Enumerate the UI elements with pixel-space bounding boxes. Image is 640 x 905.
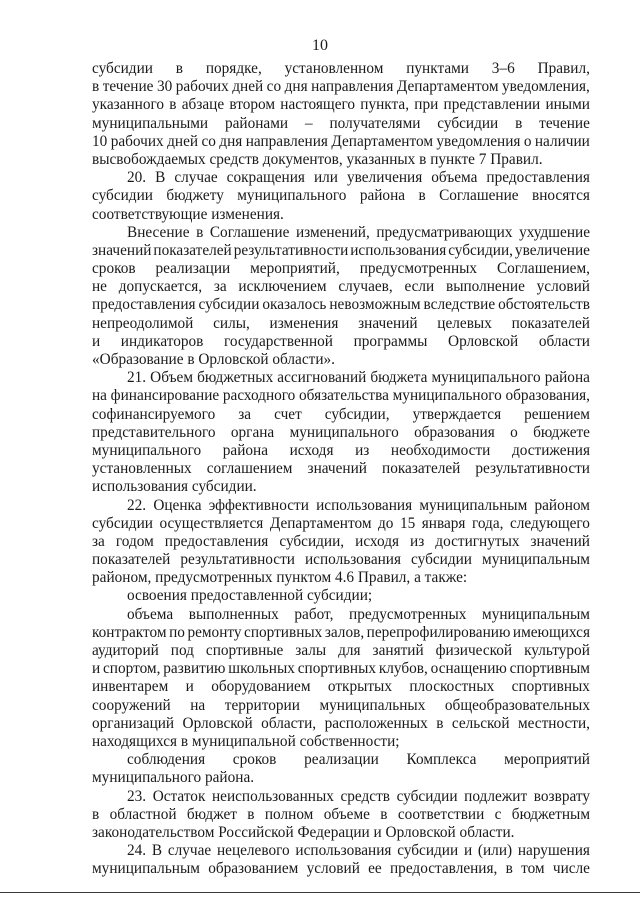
word: территории <box>224 696 300 714</box>
text-line <box>92 387 590 405</box>
word: рабочих <box>175 78 229 96</box>
word: утверждается <box>412 405 502 423</box>
word: спортивных <box>511 678 590 696</box>
word: и <box>463 842 473 860</box>
word: обязательства <box>299 387 389 405</box>
word: течение <box>102 78 154 96</box>
text-line <box>92 442 590 460</box>
word: осуществляется <box>159 514 264 532</box>
word: Департаментом <box>396 78 499 96</box>
word: контрактом <box>92 623 167 641</box>
word: Соглашение <box>439 187 519 205</box>
word: достижения <box>511 441 590 459</box>
word: значений <box>307 460 367 478</box>
word: ремонту <box>187 623 242 641</box>
word: Департаментом <box>269 514 372 532</box>
text-line <box>92 806 590 824</box>
text-line <box>92 315 590 333</box>
word: Соглашением, <box>496 260 590 278</box>
text-line <box>92 333 590 351</box>
word: предусмотренных <box>359 260 478 278</box>
word: оснащению <box>430 660 507 678</box>
word: субсидии <box>411 551 472 569</box>
word: сроков <box>232 751 277 769</box>
word: исходя <box>289 441 334 459</box>
word: 30 <box>156 78 173 96</box>
text-line <box>92 60 590 78</box>
word: Внесение <box>127 223 190 241</box>
word: Остаток <box>152 787 206 805</box>
word: направления <box>245 132 328 150</box>
word: в <box>515 114 523 132</box>
text-line <box>92 96 590 114</box>
word: спортом, <box>103 660 161 678</box>
word: муниципального <box>92 441 202 459</box>
word: развитию <box>163 660 226 678</box>
word: получателями <box>329 114 421 132</box>
word: организаций <box>92 714 175 732</box>
word: оказалось <box>262 296 327 314</box>
word: под <box>170 642 194 659</box>
word: субсидии <box>92 514 153 532</box>
word: занятий <box>372 642 424 659</box>
word: в <box>505 860 513 878</box>
text-line: соответствующие изменения. <box>92 205 284 223</box>
word: условий <box>306 860 360 878</box>
word: оборудованием <box>211 678 311 696</box>
word: из <box>355 441 370 459</box>
word: района <box>222 441 269 459</box>
word: для <box>338 642 361 659</box>
word: муниципального <box>392 387 502 405</box>
word: результативности <box>475 460 590 478</box>
word: расположенных <box>324 714 428 732</box>
word: использования <box>316 496 413 514</box>
word: индикаторов <box>120 332 204 350</box>
text-line <box>92 78 590 96</box>
word: предусмотренных <box>349 605 467 623</box>
word: субсидии <box>396 787 458 805</box>
word: дней <box>232 78 264 96</box>
text-line <box>92 187 590 205</box>
word: муниципальным <box>482 605 590 623</box>
text-line <box>92 606 590 624</box>
word: вследствие <box>423 296 496 314</box>
word: со <box>266 78 282 96</box>
text-line <box>92 242 590 260</box>
word: залы <box>295 642 327 659</box>
word: ее <box>368 860 382 878</box>
text-line <box>92 133 590 151</box>
word: государственной <box>223 332 333 350</box>
word: пункта, <box>360 96 410 114</box>
word: субсидии <box>92 187 153 205</box>
word: открытых <box>327 678 392 696</box>
text-line <box>92 278 590 296</box>
word: – <box>304 114 313 132</box>
word: В <box>155 169 166 187</box>
word: настоящего <box>280 96 356 114</box>
word: субсидии, <box>324 405 390 423</box>
word: в <box>380 805 388 823</box>
text-line <box>92 169 590 187</box>
document-body <box>92 60 590 878</box>
word: органа <box>230 423 275 441</box>
word: течение <box>539 114 590 132</box>
word: представлении <box>443 96 541 114</box>
word: на <box>92 387 107 405</box>
word: уведомления <box>436 132 521 150</box>
word: финансирование <box>110 387 220 405</box>
word: спортивные <box>205 642 284 659</box>
word: области, <box>261 714 317 732</box>
word: 21. <box>127 369 147 387</box>
text-line <box>92 751 590 769</box>
word: реализации <box>304 751 379 769</box>
word: увеличение <box>514 241 590 259</box>
word: неиспользованных <box>211 787 334 805</box>
text-line <box>92 697 590 715</box>
word: нецелевого <box>216 842 290 860</box>
word: 24. <box>127 842 147 860</box>
word: и <box>185 678 194 696</box>
word: с <box>494 805 502 823</box>
word: в <box>436 714 444 732</box>
word: исключением <box>238 278 327 296</box>
text-line <box>92 460 590 478</box>
word: субсидии <box>437 114 499 132</box>
word: нарушения <box>517 842 590 860</box>
word: января <box>421 514 466 532</box>
word: Соглашение <box>209 223 290 241</box>
word: 10 <box>92 132 108 150</box>
word: не <box>92 278 107 296</box>
word: мероприятий <box>504 751 590 769</box>
word: субсидии, <box>448 241 513 259</box>
word: бюджетных <box>197 369 274 387</box>
text-line: находящихся в муниципальной собственности; <box>92 732 400 750</box>
word: изменения <box>269 314 339 332</box>
word: значений <box>358 314 418 332</box>
word: показателей <box>382 460 461 478</box>
word: аудиторий <box>92 642 159 659</box>
word: средств <box>340 787 390 805</box>
word: рабочих <box>110 132 164 150</box>
word: областной <box>109 805 177 823</box>
text-line <box>92 660 590 678</box>
word: показателей <box>92 551 171 569</box>
text-line <box>92 424 590 442</box>
word: муниципальных <box>319 696 426 714</box>
text-line: районом, предусмотренных пунктом 4.6 Правил, а также: <box>92 569 468 587</box>
word: абзаце <box>181 96 225 114</box>
word: сроков <box>92 260 136 278</box>
word: инвентарем <box>92 678 169 696</box>
word: спортивных <box>297 660 377 678</box>
word: сооружений <box>92 696 171 714</box>
text-line <box>92 497 590 515</box>
word: числе <box>552 860 590 878</box>
word: порядке, <box>205 60 262 77</box>
word: значений <box>530 532 590 550</box>
text-line <box>92 515 590 533</box>
text-line: высвобождаемых средств документов, указанных в пункте 7 Правил. <box>92 150 543 168</box>
word: случае <box>167 842 212 860</box>
word: бюджета <box>370 369 428 387</box>
text-line <box>92 369 590 387</box>
word: невозможным <box>329 296 421 314</box>
word: софинансируемого <box>92 405 216 423</box>
word: в <box>196 223 204 241</box>
page-number: 10 <box>312 37 328 54</box>
word: при <box>414 96 439 114</box>
word: Правил, <box>537 60 590 77</box>
text-line <box>92 642 590 660</box>
word: расходного <box>222 387 296 405</box>
word: о <box>523 132 532 150</box>
word: в <box>169 96 177 114</box>
word: увеличения <box>346 169 423 187</box>
word: из <box>410 532 425 550</box>
word: или <box>313 169 338 187</box>
word: клубов, <box>378 660 428 678</box>
word: районом <box>534 496 590 514</box>
word: результативности <box>233 241 349 259</box>
word: физической <box>435 642 513 659</box>
text-line <box>92 224 590 242</box>
word: 23. <box>127 787 147 805</box>
word: результативности <box>180 551 295 569</box>
word: о <box>510 423 518 441</box>
word: предусматривающих <box>376 223 513 241</box>
word: предоставления, <box>389 860 498 878</box>
word: Объем <box>150 369 194 387</box>
word: культурой <box>524 642 590 659</box>
word: втором <box>229 96 276 114</box>
text-line <box>92 406 590 424</box>
word: залов, <box>324 623 365 641</box>
word: решением <box>524 405 590 423</box>
word: сокращения <box>226 169 305 187</box>
word: года, <box>471 514 504 532</box>
word: годом <box>115 532 154 550</box>
word: сельской <box>451 714 510 732</box>
word: счет <box>274 405 302 423</box>
word: полном <box>264 805 314 823</box>
word: наличии <box>534 132 590 150</box>
text-line <box>92 715 590 733</box>
text-line: освоения предоставленной субсидии; <box>127 587 373 605</box>
word: за <box>213 278 227 296</box>
word: муниципального <box>237 187 347 205</box>
word: 3–6 <box>491 60 515 77</box>
word: муниципального <box>431 369 541 387</box>
word: ассигнований <box>277 369 367 387</box>
word: мероприятий, <box>250 260 340 278</box>
word: выполнение <box>445 278 525 296</box>
text-line: законодательством Российской Федерации и Орловской области. <box>92 823 515 841</box>
word: школьных <box>228 660 295 678</box>
word: программы <box>353 332 428 350</box>
word: необходимости <box>390 441 491 459</box>
word: бюджете <box>533 423 590 441</box>
word: за <box>92 532 105 550</box>
text-line: «Образование в Орловской области». <box>92 351 335 368</box>
word: в <box>92 78 100 96</box>
word: плоскостных <box>409 678 495 696</box>
text-line <box>92 788 590 806</box>
word: районами <box>224 114 289 132</box>
word: в <box>247 805 255 823</box>
word: выполненных <box>188 605 279 623</box>
word: образования, <box>505 387 590 405</box>
word: местности, <box>517 714 590 732</box>
word: направления <box>311 78 394 96</box>
word: значений <box>92 241 152 259</box>
word: исходя <box>355 532 400 550</box>
word: общеобразовательных <box>444 696 590 714</box>
word: до <box>378 514 394 532</box>
word: образования <box>414 423 495 441</box>
page-bottom-rule <box>0 892 640 893</box>
word: объема <box>127 605 174 623</box>
word: объема <box>431 169 478 187</box>
word: по <box>169 623 185 641</box>
word: области <box>538 332 590 350</box>
word: достигнутых <box>435 532 520 550</box>
word: силы, <box>213 314 250 332</box>
word: муниципальными <box>92 114 209 132</box>
text-line: использования субсидии. <box>92 478 257 496</box>
word: бюджету <box>166 187 224 205</box>
text-line <box>92 115 590 133</box>
word: в <box>92 805 100 823</box>
word: если <box>404 278 435 296</box>
word: и <box>92 332 101 350</box>
word: установленном <box>284 60 384 77</box>
word: обстоятельств <box>498 296 590 314</box>
word: на <box>190 696 206 714</box>
word: дня <box>284 78 308 96</box>
word: показателей <box>153 241 232 259</box>
word: использования <box>350 241 447 259</box>
word: подлежит <box>464 787 528 805</box>
word: 22. <box>127 496 147 514</box>
text-line <box>92 296 590 314</box>
word: в <box>175 60 183 77</box>
word: муниципальным <box>482 551 590 569</box>
text-line <box>92 624 590 642</box>
word: района <box>544 369 590 387</box>
word: муниципальным <box>419 496 528 514</box>
word: условий <box>536 278 590 296</box>
text-line <box>92 551 590 569</box>
word: объеме <box>323 805 370 823</box>
word: представительного <box>92 423 216 441</box>
text-line <box>92 678 590 696</box>
word: Орловской <box>182 714 253 732</box>
word: спортивным <box>509 660 590 678</box>
word: использования <box>295 842 392 860</box>
word: показателей <box>511 314 590 332</box>
word: Оценка <box>153 496 202 514</box>
text-line <box>92 842 590 860</box>
word: имеющихся <box>512 623 590 641</box>
word: 20. <box>127 169 147 187</box>
text-line <box>92 260 590 278</box>
word: бюджетным <box>511 805 590 823</box>
word: соблюдения <box>127 751 206 769</box>
word: В <box>151 842 163 860</box>
word: 15 <box>399 514 416 532</box>
word: изменений, <box>295 223 370 241</box>
word: соглашением <box>206 460 293 478</box>
word: предоставления <box>164 532 269 550</box>
word: спортивных <box>244 623 323 641</box>
word: района <box>359 187 406 205</box>
word: Комплекса <box>406 751 477 769</box>
word: дней <box>167 132 199 150</box>
word: соответствии <box>397 805 485 823</box>
word: установленных <box>92 460 192 478</box>
word: субсидии <box>92 60 153 77</box>
word: за <box>238 405 252 423</box>
word: случае <box>174 169 218 187</box>
word: в <box>418 187 426 205</box>
word: ухудшение <box>519 223 590 241</box>
word: следующего <box>509 514 590 532</box>
word: случаев, <box>338 278 393 296</box>
word: допускается, <box>118 278 203 296</box>
word: эффективности <box>208 496 309 514</box>
word: муниципальным <box>92 860 200 878</box>
word: вносятся <box>531 187 590 205</box>
word: том <box>521 860 545 878</box>
word: перепрофилированию <box>366 623 511 641</box>
word: муниципального <box>289 423 399 441</box>
word: возврату <box>533 787 590 805</box>
word: образованием <box>208 860 299 878</box>
word: субсидии <box>198 296 260 314</box>
text-line <box>92 533 590 551</box>
word: и <box>92 660 101 678</box>
word: субсидии <box>397 842 459 860</box>
word: (или) <box>477 842 513 860</box>
word: работ, <box>294 605 334 623</box>
word: иными <box>545 96 590 114</box>
word: целевых <box>437 314 492 332</box>
word: субсидии, <box>279 532 345 550</box>
word: предоставления <box>486 169 590 187</box>
word: указанного <box>92 96 165 114</box>
word: непреодолимой <box>92 314 194 332</box>
word: Орловской <box>448 332 519 350</box>
word: пунктами <box>406 60 469 77</box>
word: бюджет <box>186 805 237 823</box>
text-line: муниципального района. <box>92 769 255 787</box>
text-line <box>92 860 590 878</box>
word: Департаментом <box>331 132 434 150</box>
word: со <box>201 132 216 150</box>
word: дня <box>219 132 243 150</box>
word: уведомления, <box>502 78 590 96</box>
word: использования <box>304 551 402 569</box>
word: реализации <box>155 260 231 278</box>
word: предоставления <box>92 296 196 314</box>
